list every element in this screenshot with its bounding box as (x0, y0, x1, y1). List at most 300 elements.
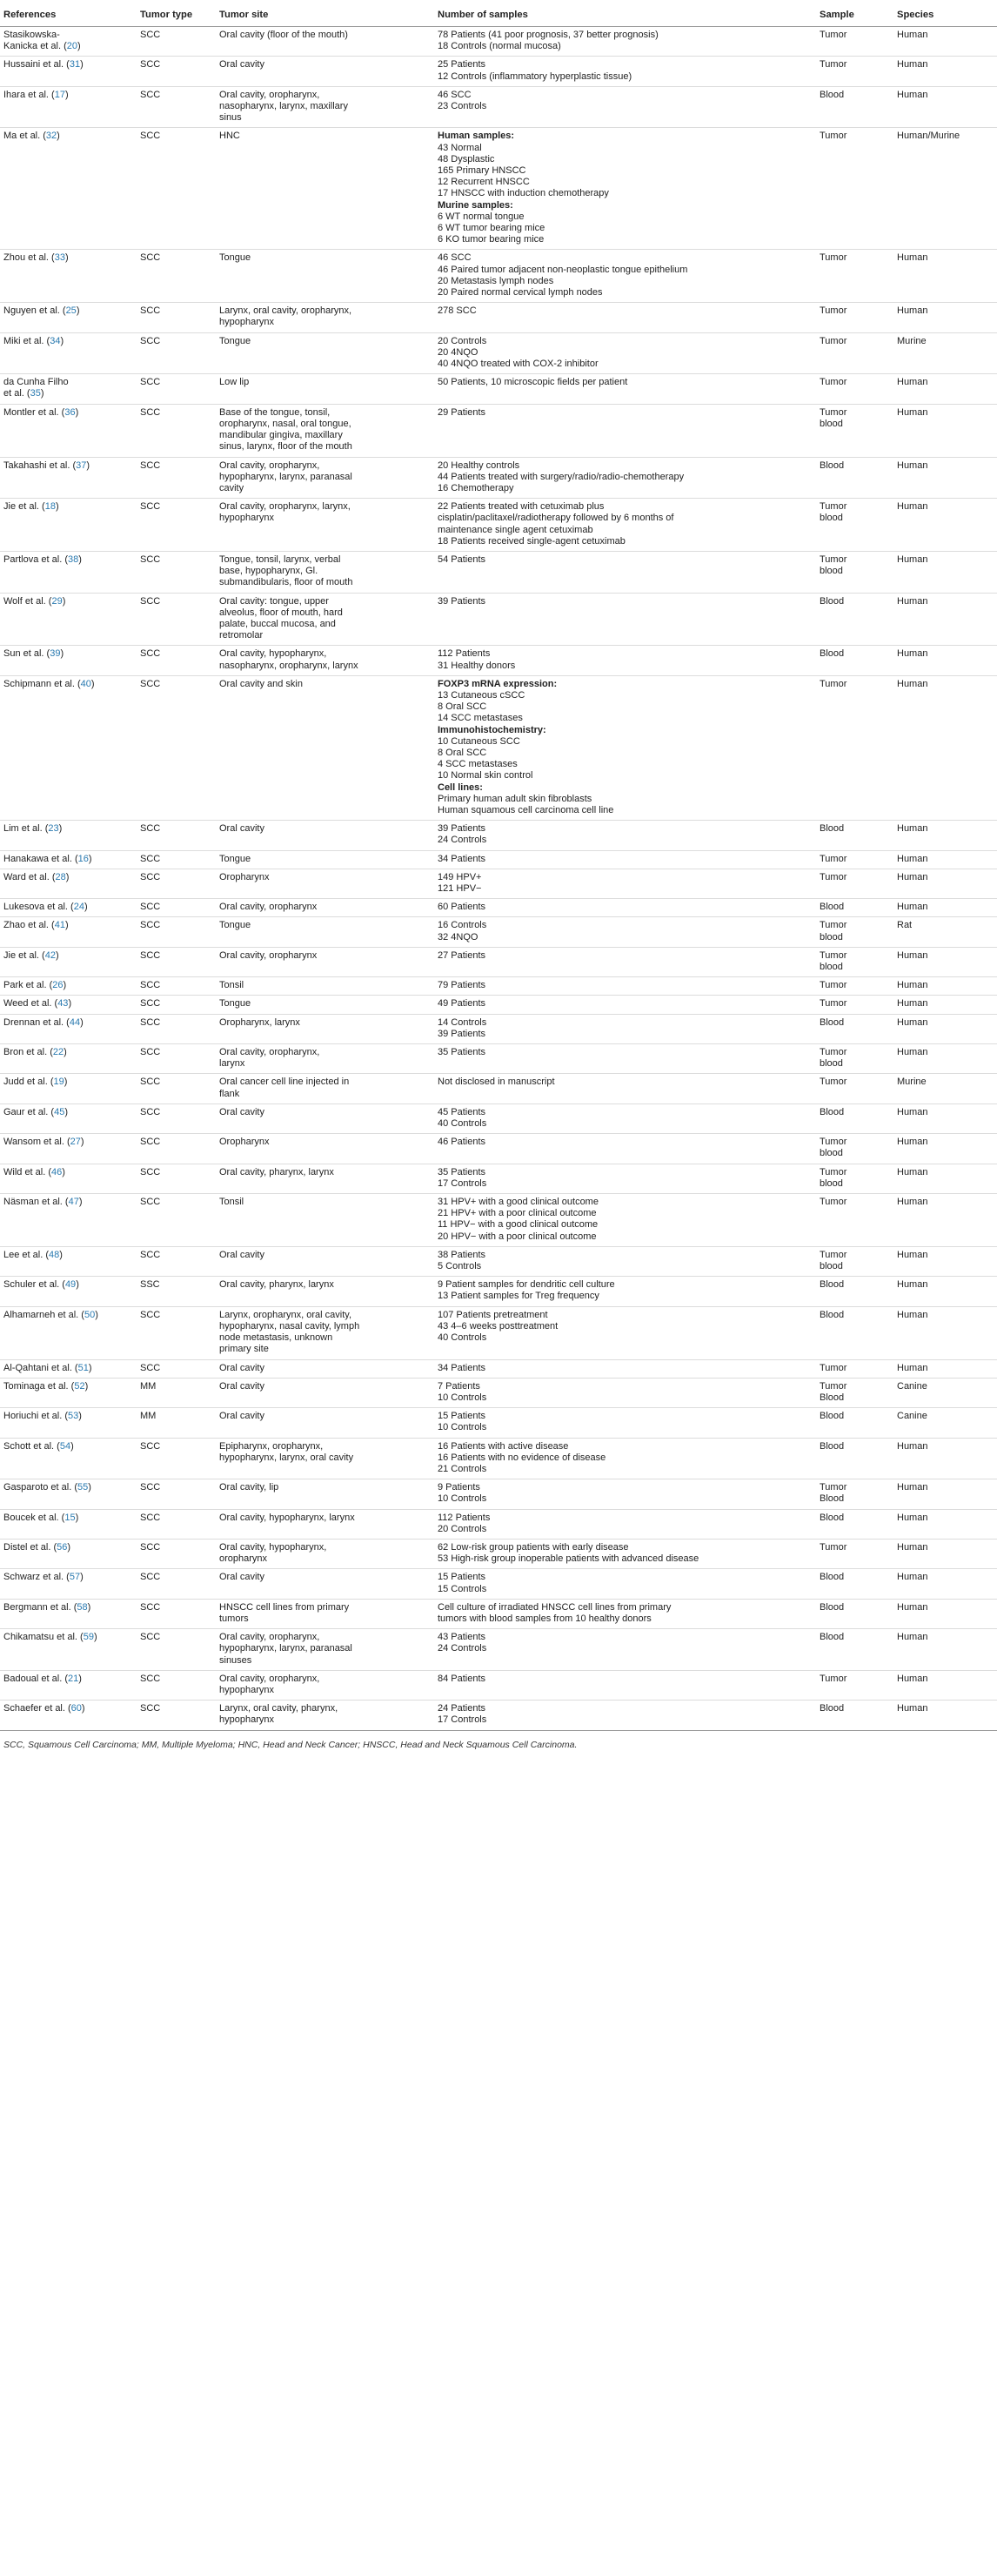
species-text: Human (897, 823, 928, 835)
reference-line: Ward et al. (28) (3, 871, 70, 882)
sample-text: Tumor (820, 853, 847, 864)
cell-number-of-samples (434, 1670, 816, 1700)
samples-line: 13 Patient samples for Treg frequency (438, 1291, 599, 1302)
samples-line: 24 Patients (438, 1703, 486, 1714)
cell-tumor-site (216, 250, 434, 303)
reference-number-link[interactable]: 24 (73, 902, 84, 913)
cell-reference (0, 250, 137, 303)
tumor-site-line: Oral cavity: tongue, upper (219, 595, 329, 607)
tumor-site-line: Base of the tongue, tonsil, (219, 406, 331, 418)
reference-text: Horiuchi et al. (3, 1411, 63, 1422)
samples-line: 31 Healthy donors (438, 660, 516, 671)
cell-tumor-site (216, 374, 434, 404)
tumor-type-text: SCC (140, 853, 161, 864)
cell-tumor-type (137, 1378, 216, 1407)
tumor-type-text: SCC (140, 1047, 161, 1058)
cell-tumor-site (216, 551, 434, 593)
reference-number-link[interactable]: 43 (57, 998, 69, 1010)
species-text: Human (897, 998, 928, 1010)
reference-number-link[interactable]: 37 (76, 460, 87, 471)
tumor-site-line: sinus (219, 112, 242, 124)
cell-reference (0, 899, 137, 917)
cell-sample (816, 1074, 893, 1104)
cell-tumor-site (216, 1134, 434, 1164)
tumor-site-line: hypopharynx, nasal cavity, lymph (219, 1320, 360, 1332)
cell-tumor-type (137, 1629, 216, 1671)
reference-line: Nguyen et al. (25) (3, 305, 80, 317)
tumor-site-line: oropharynx (219, 1553, 268, 1565)
species-text: Murine (897, 335, 927, 346)
reference-number-link[interactable]: 60 (70, 1703, 82, 1714)
tumor-site-line: tumors (219, 1613, 249, 1624)
table-row (0, 1479, 997, 1509)
sample-text: Blood (820, 1392, 845, 1403)
species-text: Human (897, 553, 928, 565)
samples-line: 49 Patients (438, 998, 486, 1010)
sample-text: Tumor (820, 377, 847, 388)
cell-number-of-samples (434, 374, 816, 404)
reference-text: Schaefer et al. (3, 1703, 65, 1714)
tumor-site-line: Oral cavity, oropharynx (219, 902, 318, 913)
tumor-site-line: alveolus, floor of mouth, hard (219, 607, 343, 618)
reference-line: Park et al. (26) (3, 980, 67, 991)
table-row (0, 821, 997, 850)
tumor-type-text: SCC (140, 1166, 161, 1177)
samples-line: 7 Patients (438, 1380, 480, 1392)
reference-text: Kanicka et al. (3, 41, 62, 52)
reference-number-link[interactable]: 49 (64, 1279, 77, 1291)
reference-line: Kanicka et al. (20) (3, 41, 81, 52)
table-row (0, 1164, 997, 1193)
species-text: Human (897, 1309, 928, 1320)
cell-tumor-type (137, 1277, 216, 1306)
samples-line: 31 HPV+ with a good clinical outcome (438, 1197, 599, 1208)
table-body (0, 27, 997, 1731)
tumor-site-line: Oral cavity (219, 1106, 264, 1117)
reference-line: Schuler et al. (49) (3, 1279, 79, 1291)
samples-line: 112 Patients (438, 648, 491, 660)
reference-text: Al-Qahtani et al. (3, 1362, 72, 1373)
tumor-site-line: Oral cancer cell line injected in (219, 1077, 350, 1088)
tumor-site-line: larynx (219, 1058, 245, 1070)
sample-text: Blood (820, 1493, 845, 1505)
samples-line: 46 Patients (438, 1137, 486, 1148)
cell-sample (816, 457, 893, 499)
sample-text: Tumor (820, 1047, 847, 1058)
cell-number-of-samples (434, 1629, 816, 1671)
samples-line: 10 Normal skin control (438, 770, 533, 782)
reference-line: Bron et al. (22) (3, 1047, 67, 1058)
reference-number-link[interactable]: 26 (52, 980, 64, 991)
reference-line: Lukesova et al. (24) (3, 902, 88, 913)
reference-number-link[interactable]: 52 (74, 1380, 85, 1392)
cell-number-of-samples (434, 551, 816, 593)
reference-line: Bergmann et al. (58) (3, 1601, 91, 1613)
reference-number-link[interactable]: 16 (77, 853, 89, 864)
cell-sample (816, 869, 893, 898)
tumor-site-line: Oral cavity (219, 1380, 264, 1392)
cell-number-of-samples (434, 57, 816, 86)
reference-number-link[interactable]: 33 (54, 252, 65, 264)
samples-line: 18 Controls (normal mucosa) (438, 41, 561, 52)
reference-number-link[interactable]: 51 (77, 1362, 89, 1373)
reference-number-link[interactable]: 25 (65, 305, 77, 317)
samples-subheading: FOXP3 mRNA expression: (438, 678, 558, 689)
reference-line: Tominaga et al. (52) (3, 1380, 89, 1392)
reference-number-link[interactable]: 38 (68, 553, 79, 565)
tumor-site-line: node metastasis, unknown (219, 1332, 333, 1344)
species-text: Human (897, 1572, 928, 1583)
sample-text: Tumor (820, 1362, 847, 1373)
cell-sample (816, 1408, 893, 1438)
species-text: Human (897, 501, 928, 513)
cell-number-of-samples (434, 593, 816, 646)
reference-number-link[interactable]: 55 (77, 1482, 89, 1493)
cell-tumor-site (216, 332, 434, 374)
cell-tumor-type (137, 977, 216, 996)
cell-sample (816, 1134, 893, 1164)
reference-number-link[interactable]: 57 (69, 1572, 81, 1583)
reference-number-link[interactable]: 46 (51, 1166, 63, 1177)
cell-number-of-samples (434, 1539, 816, 1568)
cell-number-of-samples (434, 646, 816, 675)
samples-line: 35 Patients (438, 1047, 486, 1058)
reference-text: Gaur et al. (3, 1106, 49, 1117)
reference-text: Gasparoto et al. (3, 1482, 72, 1493)
cell-reference (0, 1164, 137, 1193)
species-text: Human (897, 980, 928, 991)
reference-number-link[interactable]: 28 (55, 871, 66, 882)
cell-number-of-samples (434, 1378, 816, 1407)
cell-sample (816, 1539, 893, 1568)
tumor-site-line: Oral cavity, oropharynx, (219, 89, 320, 100)
tumor-site-line: Oral cavity, oropharynx, (219, 1673, 320, 1684)
sample-text: Tumor (820, 980, 847, 991)
species-text: Human/Murine (897, 131, 960, 142)
reference-number-link[interactable]: 31 (69, 59, 81, 70)
cell-species (893, 1670, 997, 1700)
cell-reference (0, 57, 137, 86)
cell-sample (816, 593, 893, 646)
reference-text: Schuler et al. (3, 1279, 60, 1291)
reference-number-link[interactable]: 53 (68, 1411, 79, 1422)
reference-line: Distel et al. (56) (3, 1541, 71, 1553)
tumor-type-text: SCC (140, 823, 161, 835)
cell-tumor-site (216, 1569, 434, 1599)
samples-line: 35 Patients (438, 1166, 486, 1177)
species-text: Human (897, 1703, 928, 1714)
table-row (0, 1378, 997, 1407)
cell-sample (816, 332, 893, 374)
cell-tumor-type (137, 1599, 216, 1628)
samples-line: 6 KO tumor bearing mice (438, 234, 545, 245)
species-text: Human (897, 1137, 928, 1148)
samples-line: Human squamous cell carcinoma cell line (438, 804, 614, 815)
samples-line: 48 Dysplastic (438, 153, 495, 164)
reference-line: Horiuchi et al. (53) (3, 1411, 82, 1422)
sample-text: Tumor (820, 871, 847, 882)
cell-tumor-type (137, 457, 216, 499)
samples-line: 15 Patients (438, 1411, 486, 1422)
table-row (0, 1539, 997, 1568)
tumor-type-text: SCC (140, 335, 161, 346)
cell-number-of-samples (434, 1246, 816, 1276)
cell-number-of-samples (434, 303, 816, 332)
table-row (0, 1134, 997, 1164)
reference-line: Hanakawa et al. (16) (3, 853, 92, 864)
header-references: References (0, 5, 137, 27)
cell-tumor-type (137, 1074, 216, 1104)
cell-tumor-type (137, 374, 216, 404)
reference-number-link[interactable]: 22 (52, 1047, 64, 1058)
tumor-type-text: SCC (140, 902, 161, 913)
reference-line: Schipmann et al. (40) (3, 678, 95, 689)
reference-number-link[interactable]: 23 (48, 823, 59, 835)
samples-line: 27 Patients (438, 949, 486, 961)
header-species: Species (893, 5, 997, 27)
tumor-site-line: Oral cavity, oropharynx, (219, 1047, 320, 1058)
reference-number-link[interactable]: 47 (68, 1197, 79, 1208)
table-row (0, 1246, 997, 1276)
tumor-site-line: Oral cavity, hypopharynx, (219, 1541, 327, 1553)
reference-number-link[interactable]: 59 (83, 1632, 94, 1643)
sample-text: Tumor (820, 1482, 847, 1493)
sample-text: Blood (820, 1572, 845, 1583)
cell-species (893, 1164, 997, 1193)
cell-species (893, 1438, 997, 1479)
reference-text: Bergmann et al. (3, 1601, 71, 1613)
reference-line: et al. (35) (3, 388, 44, 399)
reference-number-link[interactable]: 21 (68, 1673, 79, 1684)
cell-tumor-site (216, 1509, 434, 1539)
reference-text: Takahashi et al. (3, 460, 70, 471)
tumor-site-line: HNSCC cell lines from primary (219, 1601, 350, 1613)
reference-number-link[interactable]: 27 (70, 1137, 81, 1148)
reference-number-link[interactable]: 39 (50, 648, 61, 660)
cell-tumor-site (216, 57, 434, 86)
samples-line: 46 SCC (438, 89, 472, 100)
cell-tumor-type (137, 1014, 216, 1043)
cell-sample (816, 1670, 893, 1700)
species-text: Human (897, 1632, 928, 1643)
cell-sample (816, 1246, 893, 1276)
cell-sample (816, 1044, 893, 1074)
tumor-type-text: MM (140, 1380, 157, 1392)
tumor-type-text: MM (140, 1411, 157, 1422)
reference-number-link[interactable]: 35 (30, 388, 41, 399)
sample-text: Blood (820, 1016, 845, 1028)
tumor-site-line: palate, buccal mucosa, and (219, 618, 336, 629)
reference-line: Wansom et al. (27) (3, 1137, 84, 1148)
reference-number-link[interactable]: 40 (80, 678, 91, 689)
cell-number-of-samples (434, 404, 816, 457)
table-row (0, 27, 997, 57)
cell-species (893, 821, 997, 850)
table-row (0, 1569, 997, 1599)
tumor-site-line: primary site (219, 1344, 269, 1355)
samples-line: 20 Paired normal cervical lymph nodes (438, 287, 603, 299)
reference-number-link[interactable]: 50 (84, 1309, 96, 1320)
tumor-type-text: SCC (140, 1197, 161, 1208)
samples-line: 46 Paired tumor adjacent non-neoplastic tongue epithelium (438, 264, 688, 275)
sample-text: Blood (820, 648, 845, 660)
cell-sample (816, 1164, 893, 1193)
samples-line: 10 Controls (438, 1422, 487, 1433)
cell-tumor-site (216, 821, 434, 850)
reference-number-link[interactable]: 32 (45, 131, 57, 142)
cell-reference (0, 499, 137, 552)
species-text: Human (897, 305, 928, 317)
sample-text: Tumor (820, 131, 847, 142)
table-row (0, 977, 997, 996)
cell-number-of-samples (434, 1479, 816, 1509)
cell-reference (0, 457, 137, 499)
reference-line: Zhou et al. (33) (3, 252, 69, 264)
species-text: Human (897, 853, 928, 864)
tumor-site-line: Oral cavity, hypopharynx, (219, 648, 327, 660)
cell-species (893, 303, 997, 332)
sample-text: Blood (820, 1411, 845, 1422)
sample-text: blood (820, 566, 843, 577)
cell-species (893, 1359, 997, 1378)
reference-text: Schott et al. (3, 1440, 55, 1452)
reference-number-link[interactable]: 19 (53, 1077, 64, 1088)
reference-number-link[interactable]: 34 (50, 335, 61, 346)
samples-line: 165 Primary HNSCC (438, 165, 526, 177)
reference-line: Miki et al. (34) (3, 335, 64, 346)
reference-number-link[interactable]: 58 (77, 1601, 88, 1613)
cell-reference (0, 1670, 137, 1700)
reference-number-link[interactable]: 45 (54, 1106, 65, 1117)
sample-text: blood (820, 931, 843, 943)
cell-reference (0, 303, 137, 332)
sample-text: Blood (820, 902, 845, 913)
cell-sample (816, 1479, 893, 1509)
cell-number-of-samples (434, 1509, 816, 1539)
samples-line: 40 Controls (438, 1332, 487, 1344)
cell-sample (816, 917, 893, 947)
samples-line: 79 Patients (438, 980, 486, 991)
cell-tumor-type (137, 947, 216, 976)
cell-species (893, 1479, 997, 1509)
samples-line: 62 Low-risk group patients with early disease (438, 1541, 629, 1553)
cell-reference (0, 1569, 137, 1599)
sample-text: Tumor (820, 1166, 847, 1177)
sample-text: Blood (820, 89, 845, 100)
samples-line: Cell culture of irradiated HNSCC cell lines from primary (438, 1601, 672, 1613)
sample-text: Blood (820, 1440, 845, 1452)
reference-text: Schwarz et al. (3, 1572, 64, 1583)
reference-text: Lukesova et al. (3, 902, 68, 913)
reference-line: Ma et al. (32) (3, 131, 60, 142)
cell-reference (0, 1306, 137, 1359)
cell-tumor-type (137, 1670, 216, 1700)
cell-species (893, 250, 997, 303)
reference-number-link[interactable]: 15 (64, 1512, 76, 1523)
samples-line: 107 Patients pretreatment (438, 1309, 548, 1320)
cell-sample (816, 128, 893, 250)
tumor-type-text: SCC (140, 1440, 161, 1452)
tumor-type-text: SCC (140, 89, 161, 100)
reference-number-link[interactable]: 44 (69, 1016, 81, 1028)
cell-species (893, 374, 997, 404)
tumor-site-line: Oral cavity, oropharynx, (219, 1632, 320, 1643)
reference-number-link[interactable]: 42 (44, 949, 56, 961)
cell-reference (0, 551, 137, 593)
cell-tumor-site (216, 917, 434, 947)
cell-tumor-type (137, 1306, 216, 1359)
cell-tumor-site (216, 869, 434, 898)
cell-species (893, 404, 997, 457)
reference-number-link[interactable]: 36 (64, 406, 76, 418)
table-footnote: SCC, Squamous Cell Carcinoma; MM, Multiple Myeloma; HNC, Head and Neck Cancer; HNSCC, Head and Neck Squamous Cell Carcinoma. (3, 1739, 578, 1750)
tumor-type-text: SCC (140, 678, 161, 689)
cell-sample (816, 1306, 893, 1359)
table-row (0, 1014, 997, 1043)
reference-number-link[interactable]: 41 (54, 920, 65, 931)
samples-line: 17 Controls (438, 1177, 487, 1189)
cell-tumor-type (137, 996, 216, 1014)
reference-number-link[interactable]: 29 (51, 595, 63, 607)
table-row (0, 675, 997, 820)
cell-tumor-type (137, 303, 216, 332)
samples-line: 40 Controls (438, 1118, 487, 1130)
reference-line: Chikamatsu et al. (59) (3, 1632, 97, 1643)
sample-text: Tumor (820, 406, 847, 418)
table-row (0, 250, 997, 303)
reference-number-link[interactable]: 56 (57, 1541, 68, 1553)
samples-subheading: Human samples: (438, 131, 515, 142)
cell-reference (0, 1438, 137, 1479)
samples-line: 20 HPV− with a poor clinical outcome (438, 1231, 597, 1242)
reference-number-link[interactable]: 20 (66, 41, 78, 52)
reference-number-link[interactable]: 18 (44, 501, 56, 513)
cell-tumor-type (137, 1479, 216, 1509)
samples-line: 20 Controls (438, 335, 487, 346)
samples-line: 6 WT tumor bearing mice (438, 223, 545, 234)
cell-reference (0, 646, 137, 675)
cell-sample (816, 1569, 893, 1599)
cell-number-of-samples (434, 1074, 816, 1104)
reference-number-link[interactable]: 17 (54, 89, 65, 100)
tumor-site-line: Oral cavity and skin (219, 678, 303, 689)
species-text: Human (897, 1197, 928, 1208)
sample-text: Tumor (820, 553, 847, 565)
sample-text: Blood (820, 1632, 845, 1643)
cell-sample (816, 57, 893, 86)
cell-tumor-site (216, 1359, 434, 1378)
tumor-site-line: hypopharynx, larynx, oral cavity (219, 1452, 354, 1463)
cell-tumor-type (137, 1569, 216, 1599)
tumor-type-text: SCC (140, 252, 161, 264)
cell-species (893, 1599, 997, 1628)
cell-species (893, 1277, 997, 1306)
species-text: Human (897, 1362, 928, 1373)
samples-line: 39 Patients (438, 1028, 486, 1039)
reference-number-link[interactable]: 48 (49, 1249, 60, 1260)
cell-tumor-type (137, 1539, 216, 1568)
tumor-site-line: Oral cavity (219, 1362, 264, 1373)
reference-number-link[interactable]: 54 (59, 1440, 71, 1452)
cell-tumor-site (216, 593, 434, 646)
table-row (0, 303, 997, 332)
reference-line: Gasparoto et al. (55) (3, 1482, 91, 1493)
sample-text: Blood (820, 1512, 845, 1523)
cell-species (893, 899, 997, 917)
cell-sample (816, 1629, 893, 1671)
tumor-site-line: Oral cavity (219, 59, 264, 70)
table-row (0, 1509, 997, 1539)
